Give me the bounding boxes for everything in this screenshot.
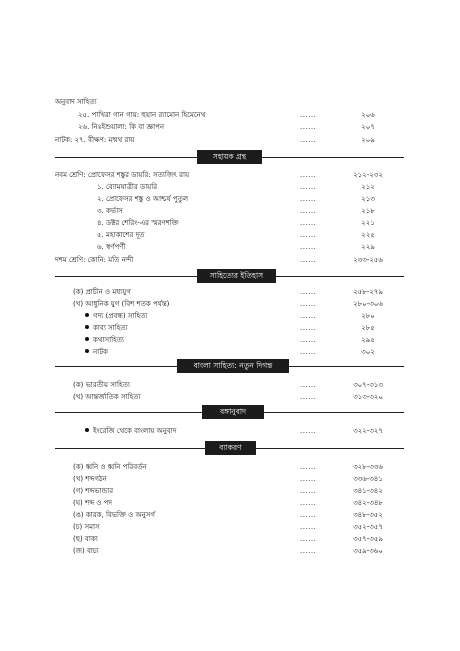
toc-entry: ৩. কর্ভাস ...... ২১৮ (97, 207, 375, 215)
section-label: অনুবাদ সাহিত্য (55, 98, 97, 106)
bullet-icon (85, 325, 89, 329)
toc-entry: (ঙ) কারক, বিভক্তি ও অনুসর্গ ...... ৩৪৮-৩৫২ (73, 511, 383, 519)
heading-rule (55, 157, 197, 158)
toc-entry-class9: নবম শ্রেণি: প্রোফেসর শঙ্কুর ডায়রি: সত্যজিৎ রায় ...... ২১২-২৩২ (55, 171, 383, 179)
heading-itihas: সাহিত্যের ইতিহাস (197, 269, 276, 283)
toc-entry-natok: নাটক: ২৭. বীক্ষণ: মন্মথ রায় ...... ২০৯ (55, 136, 375, 144)
toc-entry: ৬. স্বর্ণপর্ণী ...... ২২৯ (97, 243, 375, 251)
toc-entry-bullet: গদ্য (প্রবন্ধ) সাহিত্য ...... ২৮০ (0, 311, 460, 321)
heading-rule (264, 412, 404, 413)
heading-rule (289, 366, 404, 367)
heading-rule (55, 412, 202, 413)
heading-sahayak: সহায়ক গ্রন্থ (197, 150, 262, 164)
toc-entry-bullet: কথাসাহিত্য ...... ২৯৫ (0, 335, 460, 345)
toc-entry: (ক) ধ্বনি ও ধ্বনি পরিবর্তন ...... ৩২৮-৩৩৬ (73, 463, 383, 471)
toc-entry: (ক) প্রাচীন ও মধ্যযুগ ...... ২৫৮-২৭৯ (73, 288, 383, 296)
toc-entry: (খ) আধুনিক যুগ (বিশ শতক পর্যন্ত) ...... ২৮০-৩০৬ (73, 300, 383, 308)
toc-entry: (জ) বাচ্য ...... ৩৫৯-৩৬০ (73, 547, 383, 555)
toc-entry-bullet: ইংরেজি থেকে বাংলায় অনুবাদ ...... ৩২২-৩২৭ (0, 426, 460, 436)
heading-rule (262, 157, 404, 158)
section-label-anubad (0, 97, 460, 107)
toc-entry: ২. প্রোফেসর শঙ্কু ও আশ্চর্য পুতুল ...... ২১৩ (97, 195, 375, 203)
toc-entry: (খ) শব্দগঠন ...... ৩৩৬-৩৪১ (73, 475, 383, 483)
toc-entry-bullet: নাটক ...... ৩০২ (0, 347, 460, 357)
toc-entry-bullet: কাব্য সাহিত্য ...... ২৮৫ (0, 323, 460, 333)
toc-entry: ২৬. নিঃইশুয়ালা: কি বা জ্ঞাপন ...... ২০৭ (78, 123, 375, 131)
heading-byakaran: ব্যাকরণ (205, 441, 256, 455)
bullet-icon (85, 349, 89, 353)
heading-rule (256, 448, 404, 449)
heading-rule (55, 366, 177, 367)
heading-rule (276, 276, 404, 277)
toc-entry: (গ) শব্দভান্ডার ...... ৩৪১-৩৪২ (73, 487, 383, 495)
toc-entry: ১. ব্যোমযাত্রীর ডায়রি ...... ২১২ (97, 183, 375, 191)
heading-rule (55, 448, 205, 449)
heading-bonganubad: বঙ্গানুবাদ (202, 405, 264, 419)
toc-entry: (খ) আন্তর্জাতিক সাহিত্য ...... ৩১৩-৩২০ (73, 393, 383, 401)
toc-entry: (ছ) বাক্য ...... ৩৫৭-৩৫৯ (73, 535, 383, 543)
toc-entry: ৫. মহাকাশের দূত ...... ২২৫ (97, 231, 375, 239)
bullet-icon (85, 313, 89, 317)
toc-entry-class10: দশম শ্রেণি: কোনি: মতি নন্দী ...... ২৩৩-২৫৬ (55, 256, 383, 264)
toc-entry: (ঘ) শব্দ ও পদ ...... ৩৪২-৩৪৮ (73, 499, 383, 507)
toc-entry: ৪. ডক্টর শেরিং-এর স্মরণশক্তি ...... ২২১ (97, 219, 375, 227)
heading-bangla: বাংলা সাহিত্য: নতুন দিগন্ত (177, 359, 289, 373)
toc-entry: ২৫. পাখিরা গান গায়: হুয়ান র‍্যামোন হিমেনেথ ...... ২০৬ (78, 111, 375, 119)
heading-rule (55, 276, 197, 277)
bullet-icon (85, 337, 89, 341)
toc-entry: (চ) সমাস ...... ৩৫২-৩৫৭ (73, 523, 383, 531)
bullet-icon (85, 428, 89, 432)
toc-entry: (ক) ভারতীয় সাহিত্য ...... ৩০৭-৩১৩ (73, 381, 383, 389)
